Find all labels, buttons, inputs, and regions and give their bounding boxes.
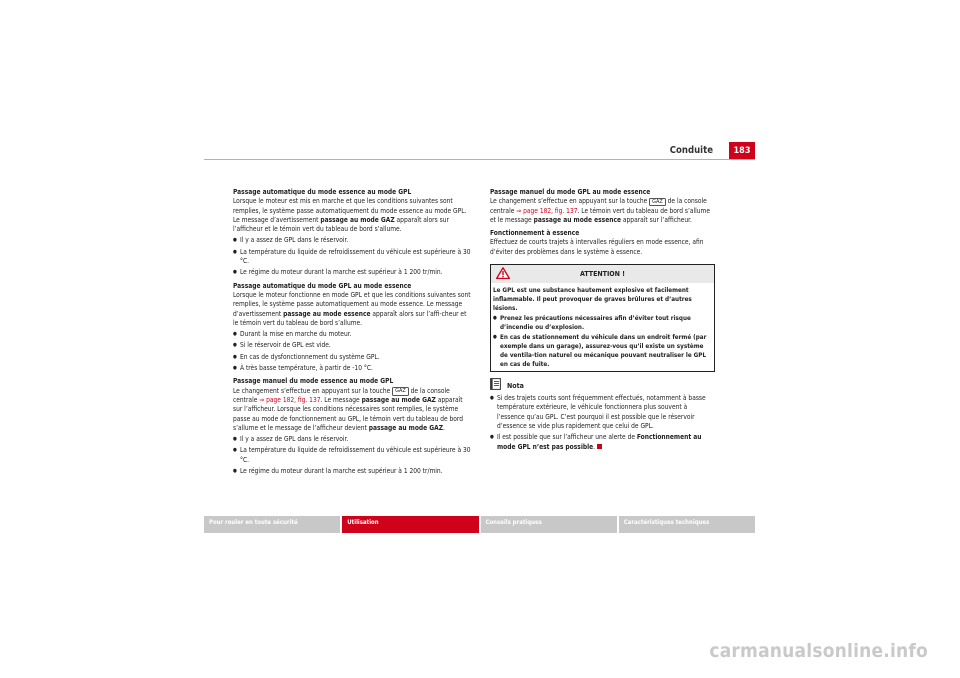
list-item: ● Si le réservoir de GPL est vide.	[233, 341, 473, 350]
note-book-icon	[490, 378, 501, 390]
text: .	[593, 442, 596, 451]
list-item: ● Prenez les précautions nécessaires afin d’éviter tout risque d’incendie ou d’explosion.	[493, 314, 712, 332]
bold-text: passage au mode essence	[533, 215, 622, 224]
warning-body	[491, 283, 714, 371]
paragraph: Effectuez de courts trajets à intervalles réguliers en mode essence, afin d’éviter des problèmes dans le système à essence.	[490, 238, 704, 256]
watermark: carmanualsonline.info	[709, 640, 928, 662]
bold-text: passage au mode essence	[283, 309, 371, 318]
paragraph	[490, 197, 715, 225]
section-end-mark-icon	[597, 444, 602, 449]
list-item: ● Le régime du moteur durant la marche est supérieur à 1 200 tr/min.	[233, 467, 473, 476]
paragraph	[233, 197, 473, 234]
header-rule	[204, 159, 755, 160]
paragraph	[233, 387, 473, 433]
list-item: ● En cas de dysfonctionnement du système GPL.	[233, 353, 473, 362]
page-reference-link[interactable]: ⇒ page 182, fig. 137	[259, 395, 321, 404]
page-number: 183	[729, 142, 755, 160]
section-heading: Passage manuel du mode essence au mode GPL	[233, 377, 394, 386]
bold-text: passage au mode GAZ	[368, 423, 444, 432]
tab-technical-data[interactable]: Caractéristiques techniques	[619, 516, 755, 533]
tab-safety[interactable]: Pour rouler en toute sécurité	[204, 516, 340, 533]
text: Il est possible que sur l’afficheur une alerte de	[497, 433, 637, 442]
tab-practical-tips[interactable]: Conseils pratiques	[481, 516, 617, 533]
warning-text: Le GPL est une substance hautement explosive et facilement inflammable. Il peut provoquer de graves brûlures et d’autres lésions.	[493, 287, 692, 313]
list-item: ● Si des trajets courts sont fréquemment effectués, notamment à basse température extérieure, le véhicule fonctionnera plus souvent à l’essence qu’au GPL. C’est pourquoi il est possible que le réservoir d’essence se vide plus rapidement que celui de GPL.	[490, 394, 715, 431]
list-item	[490, 433, 715, 452]
text: .	[443, 423, 445, 432]
text: Lorsque le moteur est mis en marche et que les conditions suivantes sont remplies, le système passe automatiquement du mode essence au mode GPL. Le message d’avertissement	[233, 197, 467, 224]
text: apparaît sur l’afficheur. Lorsque les conditions nécessaires sont remplies, le système passe au mode de fonctionnement au GPL, le témoin vert du tableau de bord s’allume et le message de l’afficheur devient	[233, 395, 464, 432]
page-header	[204, 142, 755, 160]
text: de la console centrale	[233, 386, 450, 404]
paragraph	[233, 291, 473, 328]
list-item: ● Le régime du moteur durant la marche est supérieur à 1 200 tr/min.	[233, 268, 473, 277]
section-heading: Passage manuel du mode GPL au mode essence	[490, 188, 651, 196]
note-header	[490, 378, 715, 392]
warning-header	[491, 265, 714, 283]
gaz-key: GAZ	[392, 387, 409, 396]
text: . Le témoin vert du tableau de bord s’allume et le message	[490, 206, 710, 224]
section-heading: Fonctionnement à essence	[490, 229, 580, 238]
page-reference-link[interactable]: ⇒ page 182, fig. 137	[516, 206, 578, 215]
text: apparaît alors sur l’afficheur et le témoin vert du tableau de bord s’allume.	[233, 215, 449, 234]
gaz-key: GAZ	[649, 198, 666, 207]
list-item: ● Durant la mise en marche du moteur.	[233, 330, 473, 339]
text: apparaît alors sur l’affi-cheur et le témoin vert du tableau de bord s’allume.	[233, 309, 467, 327]
text: apparaît sur l’afficheur.	[621, 215, 692, 224]
section-heading: Passage automatique du mode essence au mode GPL	[233, 188, 412, 196]
text: de la console centrale	[490, 197, 707, 215]
text: Lorsque le moteur fonctionne en mode GPL et que les conditions suivantes sont remplies, le système passe automatiquement au mode essence. Le message d’avertissement	[233, 290, 471, 318]
bold-text: passage au mode GAZ	[361, 395, 436, 404]
list-item: ● À très basse température, à partir de -10 °C.	[233, 364, 473, 373]
list-item: ● La température du liquide de refroidissement du véhicule est supérieure à 30 °C.	[233, 248, 473, 267]
bold-text: Fonctionnement au mode GPL n’est pas possible	[497, 433, 702, 451]
chapter-title: Conduite	[669, 145, 713, 156]
list-item: ● Il y a assez de GPL dans le réservoir.	[233, 435, 473, 444]
warning-title: ATTENTION !	[580, 270, 625, 279]
list-item: ● Il y a assez de GPL dans le réservoir.	[233, 236, 473, 245]
chapter-tabs	[204, 516, 755, 533]
section-heading: Passage automatique du mode GPL au mode essence	[233, 281, 412, 290]
list-item: ● La température du liquide de refroidissement du véhicule est supérieure à 30 °C.	[233, 446, 473, 465]
text: Le changement s’effectue en appuyant sur la touche	[490, 197, 650, 206]
left-column	[233, 188, 473, 476]
text: Le changement s’effectue en appuyant sur la touche	[233, 386, 393, 395]
warning-box	[490, 264, 715, 372]
note-label: Nota	[507, 382, 524, 391]
bold-text: passage au mode GAZ	[320, 215, 395, 224]
warning-triangle-icon	[496, 267, 510, 279]
text: . Le message	[320, 395, 362, 404]
list-item: ● En cas de stationnement du véhicule dans un endroit fermé (par exemple dans un garage), assurez-vous qu’il existe un système de ventila-tion naturel ou mécanique pouvant neutraliser le GPL en cas de fuite.	[493, 333, 712, 369]
right-column	[490, 188, 715, 452]
tab-utilisation[interactable]: Utilisation	[342, 516, 478, 533]
